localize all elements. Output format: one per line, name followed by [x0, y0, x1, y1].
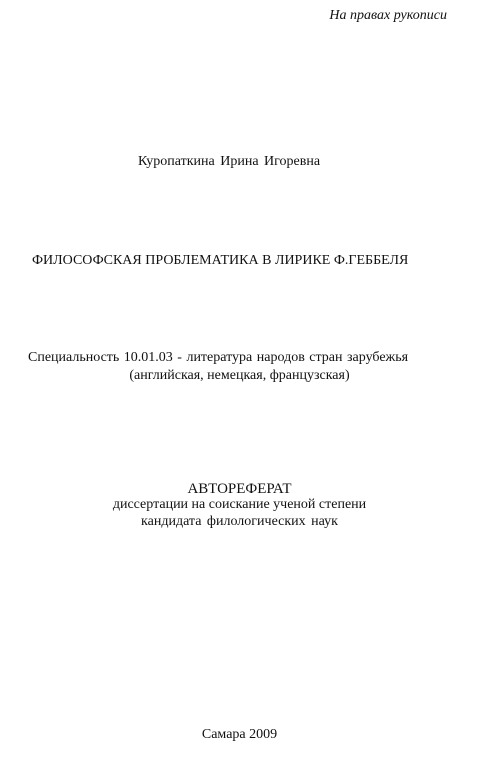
specialty-languages: (английская, немецкая, французская)	[129, 368, 350, 383]
purpose-line-1: диссертации на соискание ученой степени	[112, 497, 367, 512]
author-name: Куропаткина Ирина Игоревна	[138, 154, 321, 169]
specialty-line: Специальность 10.01.03 - литература народов стран зарубежья	[28, 350, 409, 365]
purpose-line-2: кандидата филологических наук	[141, 514, 338, 529]
dissertation-title: ФИЛОСОФСКАЯ ПРОБЛЕМАТИКА В ЛИРИКЕ Ф.ГЕББЕЛЯ	[32, 253, 409, 268]
abstract-label: АВТОРЕФЕРАТ	[187, 481, 292, 497]
place-year: Самара 2009	[201, 727, 278, 742]
rights-note: На правах рукописи	[329, 8, 447, 23]
